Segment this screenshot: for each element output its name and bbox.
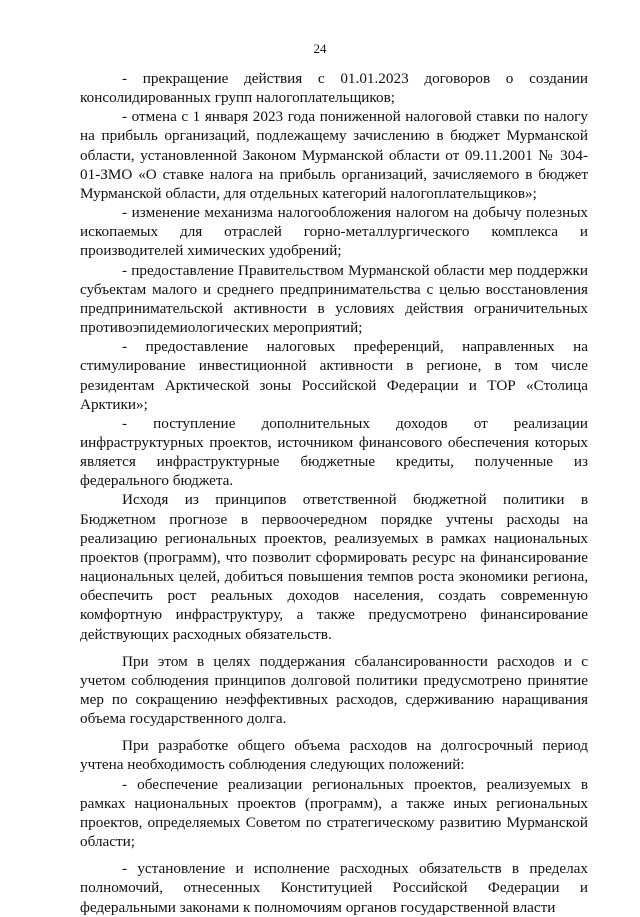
paragraph-infrastructure-income: - поступление дополнительных доходов от реализации инфраструктурных проектов, источником финансового обеспечения которых является инфраструктурные бюджетные кредиты, полученные из федерального бюджета. xyxy=(80,414,588,490)
paragraph-tax-preferences: - предоставление налоговых преференций, направленных на стимулирование инвестиционной активности в регионе, в том числе резидентам Арктической зоны Российской Федерации и ТОР «Столица Арктики»; xyxy=(80,338,588,413)
paragraph-mineral-extraction-tax: - изменение механизма налогообложения налогом на добычу полезных ископаемых для отраслей горно-металлургического комплекса и производителей химических удобрений; xyxy=(80,204,588,260)
paragraph-consolidated-groups: - прекращение действия с 01.01.2023 договоров о создании консолидированных групп налогоплательщиков; xyxy=(80,70,588,107)
paragraph-reduced-tax-rate: - отмена с 1 января 2023 года пониженной налоговой ставки по налогу на прибыль организаций, подлежащему зачислению в бюджет Мурманской области, установленной Законом Мурманской области от 09.11.2001 № 304-01-ЗМО «О ставке налога на прибыль организаций, зачисляемого в бюджет Мурманской области, для отдельных категорий налогоплательщиков»; xyxy=(80,108,588,202)
paragraph-regional-projects: - обеспечение реализации региональных проектов, реализуемых в рамках национальных проектов (программ), а также иных региональных проектов, определяемых Советом по стратегическому развитию Мурманской области; xyxy=(80,775,588,851)
paragraph-balance-measures: При этом в целях поддержания сбалансированности расходов и с учетом соблюдения принципов долговой политики предусмотрено принятие мер по сокращению неэффективных расходов, сдерживанию наращивания объема государственного долга. xyxy=(80,652,588,728)
paragraph-sme-support: - предоставление Правительством Мурманской области мер поддержки субъектам малого и среднего предпринимательства с целью восстановления предпринимательской активности в условиях действия ограничительных противоэпидемиологических мероприятий; xyxy=(80,261,588,337)
document-body xyxy=(80,69,588,917)
paragraph-responsible-policy: Исходя из принципов ответственной бюджетной политики в Бюджетном прогнозе в первоочередном порядке учтены расходы на реализацию региональных проектов, реализуемых в рамках национальных проектов (программ), что позволит сформировать ресурс на финансирование национальных целей, добиться повышения темпов роста экономики региона, обеспечить рост реальных доходов населения, создать современную комфортную инфраструктуру, а также предусмотрено финансирование действующих расходных обязательств. xyxy=(80,491,588,643)
paragraph-spending-obligations: - установление и исполнение расходных обязательств в пределах полномочий, отнесенных Конституцией Российской Федерации и федеральными законами к полномочиям органов государственной власти xyxy=(80,860,588,916)
page-number: 24 xyxy=(313,41,327,56)
paragraph-expenditure-planning: При разработке общего объема расходов на долгосрочный период учтена необходимость соблюдения следующих положений: xyxy=(80,737,588,774)
